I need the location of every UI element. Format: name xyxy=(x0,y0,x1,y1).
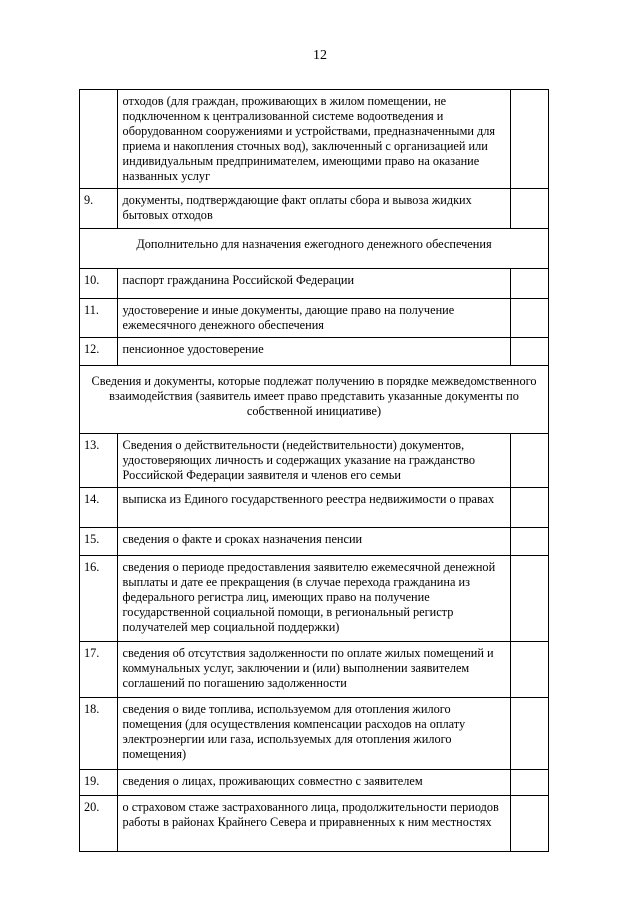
row-number: 11. xyxy=(80,299,118,338)
table-row xyxy=(80,698,549,770)
checkbox-cell xyxy=(511,299,549,338)
table-row xyxy=(80,488,549,528)
checkbox-cell xyxy=(511,434,549,488)
row-number: 12. xyxy=(80,338,118,366)
row-number: 9. xyxy=(80,189,118,229)
documents-table xyxy=(79,89,549,852)
row-number: 14. xyxy=(80,488,118,528)
row-text: сведения о факте и сроках назначения пенсии xyxy=(117,528,511,556)
table-row xyxy=(80,90,549,189)
row-number: 18. xyxy=(80,698,118,770)
row-text: сведения о периоде предоставления заявителю ежемесячной денежной выплаты и дате ее прекращения (в случае перехода гражданина из федерального регистра лиц, имеющих право на получение государственной социальной помощи, в региональный регистр получателей мер социальной поддержки) xyxy=(117,556,511,642)
row-number: 15. xyxy=(80,528,118,556)
row-text: Сведения о действительности (недействительности) документов, удостоверяющих личность и содержащих указание на гражданство Российской Федерации заявителя и членов его семьи xyxy=(117,434,511,488)
checkbox-cell xyxy=(511,770,549,796)
table-row xyxy=(80,189,549,229)
section-row xyxy=(80,366,549,434)
table-row xyxy=(80,434,549,488)
checkbox-cell xyxy=(511,642,549,698)
checkbox-cell xyxy=(511,698,549,770)
row-text: документы, подтверждающие факт оплаты сбора и вывоза жидких бытовых отходов xyxy=(117,189,511,229)
row-text: удостоверение и иные документы, дающие право на получение ежемесячного денежного обеспечения xyxy=(117,299,511,338)
table-row xyxy=(80,528,549,556)
row-text: выписка из Единого государственного реестра недвижимости о правах xyxy=(117,488,511,528)
row-text: пенсионное удостоверение xyxy=(117,338,511,366)
section-row xyxy=(80,229,549,269)
row-number xyxy=(80,90,118,189)
table-row xyxy=(80,269,549,299)
row-text: сведения о виде топлива, используемом для отопления жилого помещения (для осуществления компенсации расходов на оплату электроэнергии или газа, используемых для отопления жилого помещения) xyxy=(117,698,511,770)
row-number: 13. xyxy=(80,434,118,488)
section-heading: Сведения и документы, которые подлежат получению в порядке межведомственного взаимодействия (заявитель имеет право представить указанные документы по собственной инициативе) xyxy=(80,366,549,434)
checkbox-cell xyxy=(511,528,549,556)
table-row xyxy=(80,796,549,852)
row-number: 16. xyxy=(80,556,118,642)
checkbox-cell xyxy=(511,338,549,366)
table-row xyxy=(80,642,549,698)
checkbox-cell xyxy=(511,796,549,852)
row-text: паспорт гражданина Российской Федерации xyxy=(117,269,511,299)
page-number: 12 xyxy=(313,48,327,63)
table-row xyxy=(80,299,549,338)
row-text: отходов (для граждан, проживающих в жилом помещении, не подключенном к централизованной системе водоотведения и оборудованном сооружениями и устройствами, предназначенными для приема и накопления сточных вод), заключенный с организацией или индивидуальным предпринимателем, имеющими право на оказание названных услуг xyxy=(117,90,511,189)
row-number: 10. xyxy=(80,269,118,299)
row-text: сведения о лицах, проживающих совместно с заявителем xyxy=(117,770,511,796)
row-number: 20. xyxy=(80,796,118,852)
checkbox-cell xyxy=(511,269,549,299)
table-row xyxy=(80,770,549,796)
row-number: 17. xyxy=(80,642,118,698)
section-heading: Дополнительно для назначения ежегодного денежного обеспечения xyxy=(80,229,549,269)
row-number: 19. xyxy=(80,770,118,796)
checkbox-cell xyxy=(511,488,549,528)
checkbox-cell xyxy=(511,189,549,229)
table-row xyxy=(80,556,549,642)
checkbox-cell xyxy=(511,556,549,642)
row-text: о страховом стаже застрахованного лица, продолжительности периодов работы в районах Крайнего Севера и приравненных к ним местностях xyxy=(117,796,511,852)
checkbox-cell xyxy=(511,90,549,189)
table-row xyxy=(80,338,549,366)
row-text: сведения об отсутствия задолженности по оплате жилых помещений и коммунальных услуг, заключении и (или) выполнении заявителем соглашений по погашению задолженности xyxy=(117,642,511,698)
